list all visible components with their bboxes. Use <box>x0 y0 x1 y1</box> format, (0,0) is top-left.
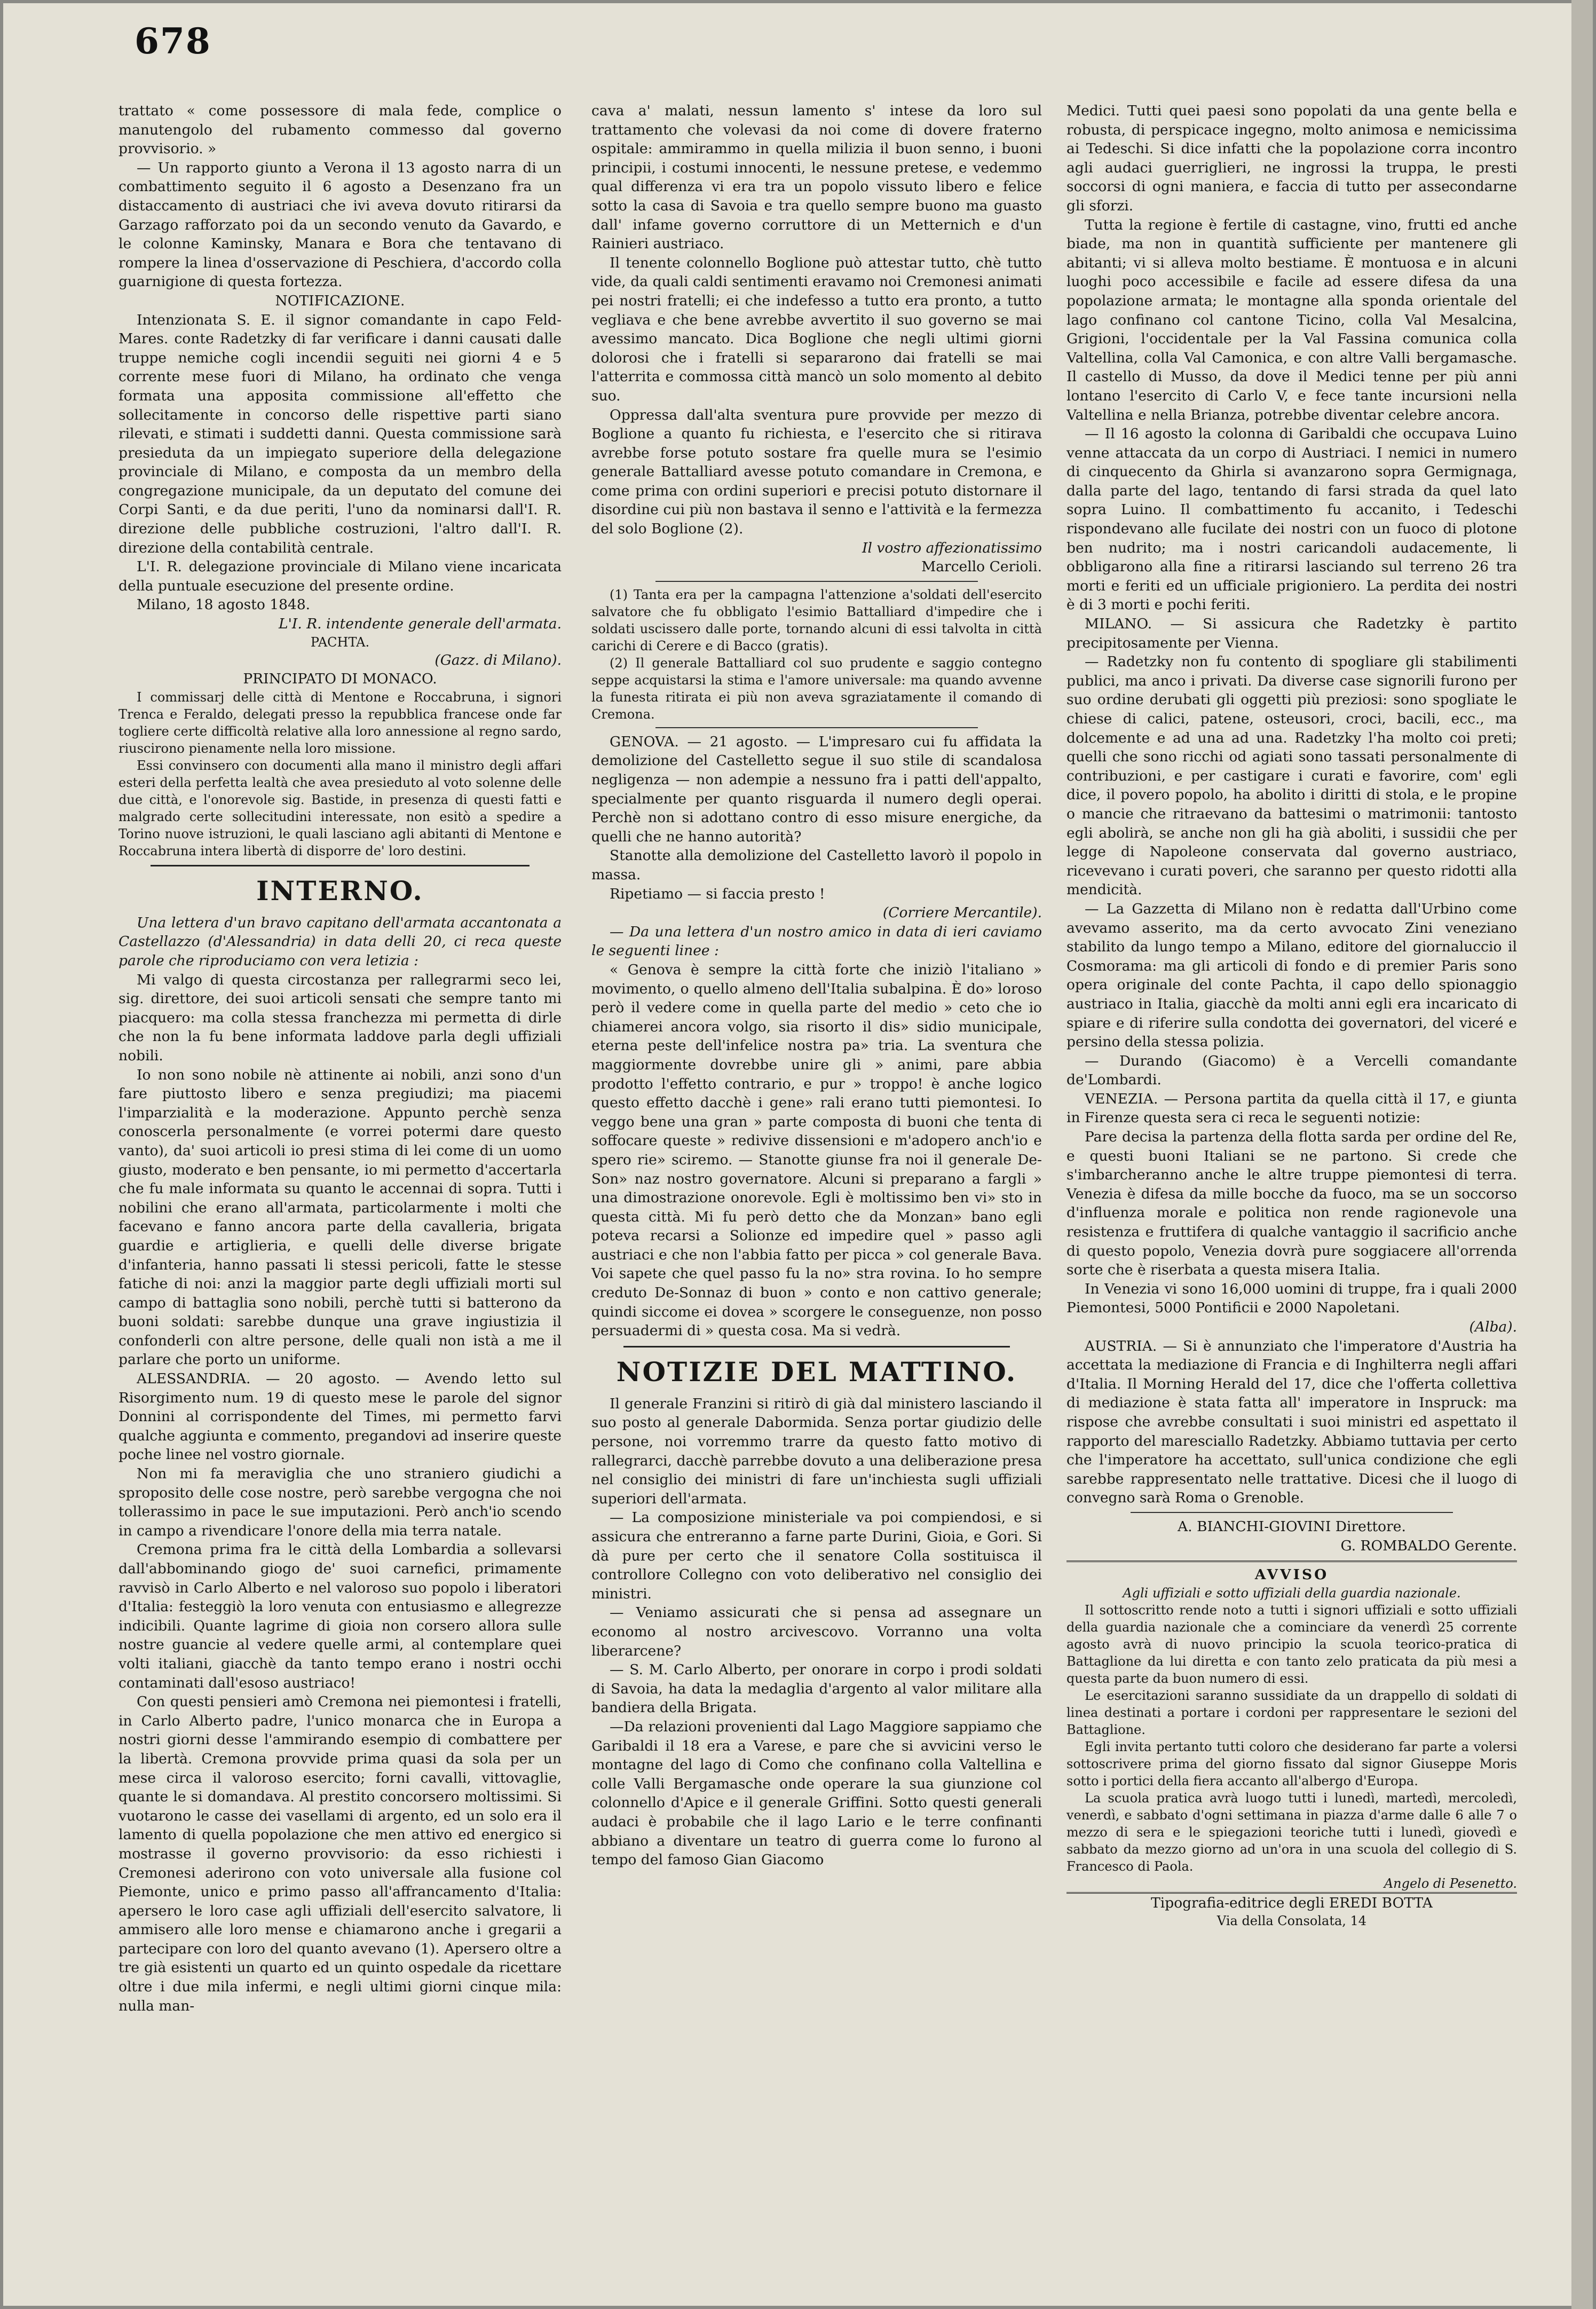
divider <box>655 581 978 582</box>
article-paragraph: ALESSANDRIA. — 20 agosto. — Avendo letto sul Risorgimento num. 19 di questo mese le parole del signor Donnini al corrispondente del Times, mi permetto farvi qualche aggiunta e commento, pregandovi ad inserire queste poche linee nel vostro giornale. <box>118 1370 562 1463</box>
article-intro: Una lettera d'un bravo capitano dell'armata accantonata a Castellazzo (d'Alessandria) in data delli 20, ci reca queste parole che riproduciamo con vera letizia : <box>118 914 562 969</box>
letter-closing: Il vostro affezionatissimo <box>862 539 1042 556</box>
footnote: (2) Il generale Battalliard col suo prudente e saggio contegno seppe acquistarsi la stima e l'amore universale: ma quando avvenne la funesta ritirata ei più non aveva sgraziatamente il comando di Cremona. <box>591 655 1042 722</box>
quoted-letter: « Genova è sempre la città forte che iniziò l'italiano » movimento, o quello almeno dell'Italia subalpina. È do» loroso però il vedere come in quella parte del medio » ceto che io chiamerei ancora volgo, sia risorto il dis» sidio municipale, eterna peste dell'infelice nostra pa» tria. La sventura che maggiormente dovrebbe unire gli » animi, pare abbia prodotto l'effetto contrario, e pur » troppo! è anche logico questo effetto dacchè i gene» rali erano tutti piemontesi. Io veggo bene una gran » parte composta di buoni che tenta di soffocare queste » redivive dissensioni e m'adopero anch'io e spero rie» sciremo. — Stanotte giunse fra noi il generale De-Son» naz nostro governatore. Alcuni si preparano a fargli » una dimostrazione onorevole. Egli è moltissimo ben vi» sto in questa città. Mi fu però detto che da Monzan» bano egli poteva recarsi a Solionze ed impedire quel » passo agli austriaci e che non l'abbia fatto per picca » col generale Bava. Voi sapete che quel passo fu la no» stra rovina. Io ho sempre creduto De-Sonnaz di buon » conto e non cattivo generale; quindi siccome ei dovea » scorgere le conseguenze, non posso persuadermi di » questa cosa. Ma si vedrà. <box>591 961 1042 1339</box>
avviso-subtitle: Agli uffiziali e sotto uffiziali della guardia nazionale. <box>1123 1585 1461 1601</box>
divider <box>655 727 978 728</box>
dateline: Milano, 18 agosto 1848. <box>137 596 311 613</box>
article-paragraph: Tutta la regione è fertile di castagne, vino, frutti ed anche biade, ma non in quantità sufficiente per mantenere gli abitanti; vi si alleva molto bestiame. È montuosa e in alcuni luoghi poco accessibile e facile ad essere difesa da una popolazione armata; le montagne alla sponda orientale del lago confinano col cantone Ticino, colla Val Mesalcina, Grigioni, l'occidentale per la Val Fassina comunica colla Valtellina, colla Val Camonica, e con altre Valli bergamasche. Il castello di Musso, da dove il Medici tenne per più anni lontano l'esercito di Carlo V, e fece tante incursioni nella Valtellina e nella Brianza, potrebbe diventar celebre ancora. <box>1066 216 1517 423</box>
source-credit: (Corriere Mercantile). <box>882 904 1042 921</box>
printer-imprint: Tipografia-editrice degli EREDI BOTTA <box>1151 1894 1433 1911</box>
signature-name: PACHTA. <box>310 634 370 650</box>
article-paragraph: Intenzionata S. E. il signor comandante in capo Feld-Mares. conte Radetzky di far verificare i danni causati dalle truppe nemiche cogli incendii seguiti nei giorni 4 e 5 corrente mese fuori di Milano, ha ordinato che venga formata una apposita commissione all'effetto che sollecitamente in concorso delle rispettive parti siano rilevati, e stimati i suddetti danni. Questa commissione sarà presieduta da un impiegato superiore della delegazione provinciale di Milano, e composta da un membro della congregazione municipale, da un deputato del comune dei Corpi Santi, e da due periti, l'uno da nominarsi dall'I. R. direzione delle pubbliche costruzioni, l'altro dall'I. R. direzione della contabilità centrale. <box>118 311 562 556</box>
avviso-signature: Angelo di Pesenetto. <box>1384 1875 1517 1891</box>
article-intro: — Da una lettera d'un nostro amico in data di ieri caviamo le seguenti linee : <box>591 923 1042 959</box>
article-paragraph: Pare decisa la partenza della flotta sarda per ordine del Re, e questi buoni Italiani se ne partono. Si crede che s'imbarcheranno anche le altre truppe piemontesi di terra. Venezia è difesa da mille bocche da fuoco, ma se un soccorso d'influenza morale e politica non rende ragionevole una resistenza e fruttifera di qualche vantaggio il sacrificio anche di questo popolo, Venezia dovrà pure soggiacere all'orrenda sorte che è riserbata a questa misera Italia. <box>1066 1129 1517 1279</box>
avviso-paragraph: Il sottoscritto rende noto a tutti i signori uffiziali e sotto uffiziali della guardia nazionale che a cominciare da venerdì 25 corrente agosto avrà di nuovo principio la scuola teorico-pratica di Battaglione da lui diretta e con tanto zelo praticata da più mesi a questa parte da buon numero di essi. <box>1066 1602 1517 1686</box>
divider <box>151 865 530 866</box>
article-paragraph: Stanotte alla demolizione del Castelletto lavorò il popolo in massa. <box>591 847 1042 883</box>
page-edge <box>1571 0 1593 2309</box>
article-paragraph: I commissarj delle città di Mentone e Roccabruna, i signori Trenca e Feraldo, delegati presso la repubblica francese onde far togliere certe difficoltà relative alla loro annessione al regno sardo, riuscirono pienamente nella loro missione. <box>118 689 562 756</box>
footnote: (1) Tanta era per la campagna l'attenzione a'soldati dell'esercito salvatore che fu obbligato l'esimio Battalliard d'impedire che i soldati uscissero dalle porte, tornando alcuni di essi talvolta in città carichi di Cerere e di Bacco (gratis). <box>591 587 1042 653</box>
article-paragraph: — S. M. Carlo Alberto, per onorare in corpo i prodi soldati di Savoia, ha data la medaglia d'argento al valor militare alla bandiera della Brigata. <box>591 1661 1042 1716</box>
avviso-title: AVVISO <box>1254 1566 1329 1583</box>
avviso-paragraph: Le esercitazioni saranno sussidiate da un drappello di soldati di linea destinati a portare i cordoni per rappresentare le sezioni del Battaglione. <box>1066 1688 1517 1737</box>
article-paragraph: Essi convinsero con documenti alla mano il ministro degli affari esteri della perfetta lealtà che avea presieduto al voto solenne delle due città, e l'onorevole sig. Bastide, in presenza di questi fatti e malgrado certe sollecitudini interessate, non esitò a spedire a Torino nuove istruzioni, le quali lasciano agli abitanti di Mentone e Roccabruna intera libertà di disporre de' loro destini. <box>118 758 562 858</box>
divider <box>1131 1512 1453 1513</box>
article-paragraph: — Il 16 agosto la colonna di Garibaldi che occupava Luino venne attaccata da un corpo di Austriaci. I nemici in numero di cinquecento da Ghirla si avanzarono sopra Germignaga, dalla parte del lago, tentando di farsi strada da quel lato sopra Luino. Il combattimento fu accanito, i Tedeschi rispondevano alle fucilate dei nostri con un fuoco di plotone ben nudrito; ma i nostri caricandoli audacemente, li obbligarono alla fine a ritirarsi lasciando sul terreno 26 tra morti e feriti ed un ufficiale prigioniero. La perdita dei nostri è di 3 morti e pochi feriti. <box>1066 425 1517 613</box>
article-paragraph: — La Gazzetta di Milano non è redatta dall'Urbino come avevamo asserito, ma da certo avvocato Zini veneziano stabilito da lungo tempo a Milano, editore del giornaluccio il Cosmorama: ma gli articoli di fondo e di premier Paris sono opera originale del conte Pachta, il capo dello spionaggio austriaco in Italia, giacchè da molti anni egli era incaricato di spiare e di riferire sulla condotta dei governatori, del viceré e persino della stessa polizia. <box>1066 900 1517 1051</box>
gerente-credit: G. ROMBALDO Gerente. <box>1340 1537 1517 1554</box>
article-paragraph: Con questi pensieri amò Cremona nei piemontesi i fratelli, in Carlo Alberto padre, l'unico monarca che in Europa a nostri giorni desse l'ammirando esempio di combattere per la libertà. Cremona provvide prima quasi da sola per un mese circa il valoroso esercito; forni cavalli, vittovaglie, quante le si domandava. Al prestito concorsero moltissimi. Si vuotarono le casse dei vasellami di argento, ed un solo era il lamento di quella popolazione che men attivo ed energico si mostrasse il governo provvisorio: da esso richiesti i Cremonesi aderirono con voto universale alla fusione col Piemonte, unico e primo passo all'affrancamento d'Italia: apersero le loro case agli uffiziali dell'esercito salvatore, li ammisero alle loro mense e chiamarono anche i gregarii a partecipare con loro del quanto avevano (1). Apersero oltre a tre già esistenti un quarto ed un quinto ospedale da ricettare oltre i due mila infermi, e negli ultimi giorni cinque mila: nulla man- <box>118 1693 562 2014</box>
signature-title: L'I. R. intendente generale dell'armata. <box>279 616 562 633</box>
article-paragraph: L'I. R. delegazione provinciale di Milano viene incaricata della puntuale esecuzione del presente ordine. <box>118 558 562 594</box>
article-paragraph: Mi valgo di questa circostanza per rallegrarmi seco lei, sig. direttore, dei suoi articoli sensati che sempre tanto mi piacquero: ma colla stessa franchezza mi permetta di dirle che non la fu bene informata laddove parla degli uffiziali nobili. <box>118 971 562 1064</box>
article-paragraph: cava a' malati, nessun lamento s' intese da loro sul trattamento che volevasi da noi come di dovere fraterno ospitale: ammirammo in quella milizia il buon senno, i buoni principii, i costumi innocenti, le nessune pretese, e vedemmo qual differenza vi era tra un popolo vissuto libero e felice sotto la casa di Savoia e tra quello sempre buono ma guasto dall' infame governo corruttore di un Metternich e d'un Rainieri austriaco. <box>591 103 1042 253</box>
avviso-notice <box>1066 1561 1517 1894</box>
source-credit: (Alba). <box>1469 1319 1517 1335</box>
article-paragraph: In Venezia vi sono 16,000 uomini di truppe, fra i quali 2000 Piemontesi, 5000 Pontificii e 2000 Napoletani. <box>1066 1280 1517 1317</box>
avviso-paragraph: Egli invita pertanto tutti coloro che desiderano far parte a volersi sottoscrivere prima del giorno fissato dal signor Giuseppe Moris sotto i portici della fiera accanto all'albergo d'Europa. <box>1066 1739 1517 1788</box>
article-paragraph: trattato « come possessore di mala fede, complice o manutengolo del rubamento commesso dal governo provvisorio. » <box>118 103 562 157</box>
article-paragraph: — Radetzky non fu contento di spogliare gli stabilimenti publici, ma anco i privati. Da diverse case signorili furono per suo ordine derubati gli oggetti più preziosi: sono spogliate le chiese di calici, patene, osteusori, croci, bacili, ecc., ma dolcemente e ad una ad una. Radetzky l'ha molto coi preti; quelli che sono ricchi od agiati sono tassati personalmente di contribuzioni, e per castigare i curati e favorire, com' egli dice, il povero popolo, ha abolito i diritti di stola, e le propine o mancie che ritraevano da battesimi o matrimonii: tantosto egli abolirà, se anche non gli ha già aboliti, i sussidii che per legge di Napoleone conservata dal governo austriaco, ricevevano i curati poveri, che saranno per questo ridotti alla mendicità. <box>1066 653 1517 899</box>
page-number: 678 <box>135 20 211 62</box>
director-credit: A. BIANCHI-GIOVINI Direttore. <box>1178 1518 1406 1535</box>
column-1 <box>118 101 562 2015</box>
article-paragraph: VENEZIA. — Persona partita da quella città il 17, e giunta in Firenze questa sera ci reca le seguenti notizie: <box>1066 1090 1517 1126</box>
article-paragraph: Ripetiamo — si faccia presto ! <box>610 885 825 902</box>
article-paragraph: — Un rapporto giunto a Verona il 13 agosto narra di un combattimento seguito il 6 agosto a Desenzano fra un distaccamento di austriaci che ivi aveva dovuto ritirarsi da Garzago rafforzato poi da un secondo venuto da Gavardo, e le colonne Kaminsky, Manara e Bora che tentavano di rompere la linea d'osservazione di Peschiera, d'accordo colla guarnigione di questa fortezza. <box>118 159 562 290</box>
article-paragraph: Medici. Tutti quei paesi sono popolati da una gente bella e robusta, di perspicace ingegno, molto animosa e nemicissima ai Tedeschi. Si dice infatti che la popolazione corra incontro agli audaci guerriglieri, ne ingrossi la truppa, le presti soccorsi di ogni maniera, e faccia di tutto per assecondarne gli sforzi. <box>1066 103 1517 214</box>
article-paragraph: Il tenente colonnello Boglione può attestar tutto, chè tutto vide, da quali caldi sentimenti eravamo noi Cremonesi animati pei nostri fratelli; ei che indefesso a tutto era pronto, a tutto vegliava e che bene avrebbe avvertito il suo governo se mai avessimo mancato. Dica Boglione che negli ultimi giorni dolorosi che i fratelli si separarono dai fratelli se mai l'atterrita e commossa città mancò un solo momento al debito suo. <box>591 254 1042 404</box>
article-paragraph: —Da relazioni provenienti dal Lago Maggiore sappiamo che Garibaldi il 18 era a Varese, e pare che si avvicini verso le montagne del lago di Como che confinano colla Valtellina e colle Valli Bergamasche onde operare la sua giunzione col colonnello d'Apice e il generale Griffini. Sotto questi generali audaci è probabile che il lago Lario e le terre confinanti abbiano a diventare un teatro di guerra come lo furono al tempo del famoso Gian Giacomo <box>591 1718 1042 1869</box>
section-title-interno: INTERNO. <box>256 874 424 907</box>
source-credit: (Gazz. di Milano). <box>434 651 562 668</box>
divider <box>623 1346 1010 1347</box>
letter-signature: Marcello Cerioli. <box>921 558 1042 576</box>
article-paragraph: GENOVA. — 21 agosto. — L'impresaro cui fu affidata la demolizione del Castelletto segue il suo stile di scandalosa negligenza — non adempie a nessuno fra i patti dell'appalto, specialmente per quanto risguarda il numero degli operai. Perchè non si adottano contro di esso misure energiche, da quelli che ne hanno autorità? <box>591 733 1042 845</box>
article-paragraph: Cremona prima fra le città della Lombardia a sollevarsi dall'abbominando giogo de' suoi carnefici, primamente ravvisò in Carlo Alberto e nel valoroso suo popolo i liberatori d'Italia: festeggiò la loro venuta con entusiasmo e allegrezze indicibili. Quante lagrime di gioia non corsero allora sulle nostre guancie al vedere quelle armi, al contemplare quei volti italiani, giacchè da tanto tempo erano i nostri occhi contaminati dall'esoso austriaco! <box>118 1541 562 1691</box>
printer-address: Via della Consolata, 14 <box>1216 1913 1367 1929</box>
section-heading: NOTIFICAZIONE. <box>275 292 405 309</box>
article-paragraph: — Veniamo assicurati che si pensa ad assegnare un economo al nostro arcivescovo. Vorranno una volta liberarcene? <box>591 1604 1042 1659</box>
article-paragraph: MILANO. — Si assicura che Radetzky è partito precipitosamente per Vienna. <box>1066 616 1517 651</box>
column-2 <box>591 101 1042 1870</box>
article-paragraph: Il generale Franzini si ritirò di già dal ministero lasciando il suo posto al generale Dabormida. Senza portar giudizio delle persone, noi vorremmo trarre da questo fatto motivo di rallegrarci, dacchè parrebbe dovuto a una deliberazione presa nel consiglio dei ministri di fare un'inchiesta sugli uffiziali superiori dell'armata. <box>591 1395 1042 1507</box>
column-3 <box>1066 101 1517 1929</box>
avviso-paragraph: La scuola pratica avrà luogo tutti i lunedì, martedì, mercoledì, venerdì, e sabbato d'ogni settimana in piazza d'arme dalle 6 alle 7 o mezzo di sera e le spiegazioni teoriche tutti i lunedì, giovedì e sabbato da mezzo giorno ad un'ora in una scuola del collegio di S. Francesco di Paola. <box>1066 1790 1517 1874</box>
article-paragraph: Non mi fa meraviglia che uno straniero giudichi a sproposito delle cose nostre, però sarebbe vergogna che noi tollerassimo in pace le sue imputazioni. Però anch'io scendo in campo a rivendicare l'onore della mia terra natale. <box>118 1465 562 1539</box>
section-title-notizie: NOTIZIE DEL MATTINO. <box>616 1356 1017 1388</box>
article-paragraph: Oppressa dall'alta sventura pure provvide per mezzo di Boglione a quanto fu richiesta, e l'esercito che si ritirava avrebbe forse potuto sostare fra quelle mura se l'esimio generale Battalliard avesse potuto comandare in Cremona, e come prima con ordini superiori e precisi potuto distornare il disordine cui più non bastava il senno e l'attività e la fermezza del solo Boglione (2). <box>591 406 1042 538</box>
article-paragraph: — Durando (Giacomo) è a Vercelli comandante de'Lombardi. <box>1066 1052 1517 1089</box>
article-paragraph: Io non sono nobile nè attinente ai nobili, anzi sono d'un fare piuttosto libero e senza pregiudizi; ma piacemi l'imparzialità e la moderazione. Appunto perchè senza conoscerla personalmente (e vorrei potermi dare questo vanto), da' suoi articoli io presi stima di lei come di un uomo giusto, moderato e ben pensante, io mi permetto d'accertarla che fu male informata su quanto le accennai di sopra. Tutti i nobilini che erano all'armata, particolarmente i molti che facevano e fanno ancora parte della cavalleria, brigata guardie e artiglieria, e quelli delle diverse brigate d'infanteria, hanno passati li stessi pericoli, fatte le stesse fatiche di noi: anzi la maggior parte degli uffiziali morti sul campo di battaglia sono nobili, perchè tutti si batterono da buoni soldati: sarebbe dunque una grave ingiustizia il confonderli con altre persone, delle quali non istà a me il parlare che porto un uniforme. <box>118 1066 562 1368</box>
article-paragraph: — La composizione ministeriale va poi compiendosi, e si assicura che entreranno a farne parte Durini, Gioia, e Gori. Si dà pure per certo che il senatore Colla sostituisca il controllore Collegno con voto deliberativo nel consiglio dei ministri. <box>591 1509 1042 1602</box>
article-paragraph: AUSTRIA. — Si è annunziato che l'imperatore d'Austria ha accettata la mediazione di Francia e di Inghilterra negli affari d'Italia. Il Morning Herald del 17, dice che l'offerta collettiva di mediazione è stata fatta all' imperatore in Inspruck: ma rispose che avrebbe consultati i suoi ministri ed aspettato il rapporto del maresciallo Radetzky. Abbiamo tuttavia per certo che l'imperatore ha accettato, sull'unica condizione che egli sarebbe rappresentato nelle trattative. Dicesi che il luogo di convegno sarà Roma o Grenoble. <box>1066 1337 1517 1507</box>
section-heading: PRINCIPATO DI MONACO. <box>243 671 437 688</box>
